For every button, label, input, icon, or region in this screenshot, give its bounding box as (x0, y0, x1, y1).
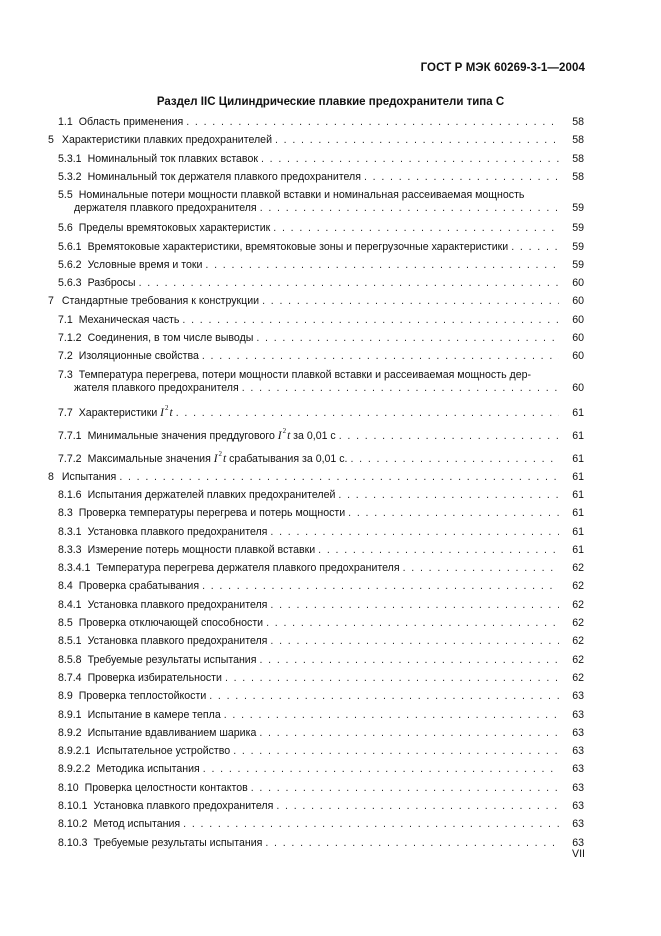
toc-entry-title: Область применения (78, 116, 184, 128)
toc-entry[interactable] (58, 709, 584, 722)
leader-dots (225, 672, 559, 685)
leader-dots (176, 407, 559, 420)
leader-dots (233, 745, 559, 758)
toc-entry-title: Требуемые результаты испытания (93, 836, 263, 849)
leader-dots (275, 134, 559, 147)
toc-entry-title: Испытательное устройство (96, 745, 231, 758)
toc-entry-page: 60 (572, 332, 584, 344)
toc-entry[interactable] (58, 599, 584, 612)
toc-entry[interactable] (58, 544, 584, 557)
toc-entry-number: 8.5.8 (58, 653, 82, 666)
leader-dots (119, 471, 559, 484)
toc-entry[interactable] (58, 241, 584, 254)
toc-entry-page: 61 (572, 525, 584, 538)
toc-entry-title: Испытание вдавливанием шарика (87, 726, 257, 739)
toc-entry[interactable] (58, 277, 584, 290)
toc-entry-page: 62 (572, 653, 584, 666)
leader-dots (202, 580, 559, 593)
i-squared-t-formula (211, 449, 229, 465)
toc-entry-page: 61 (572, 543, 584, 556)
toc-entry[interactable] (48, 471, 584, 484)
formula-variable: t (223, 452, 227, 465)
leader-dots (139, 277, 559, 290)
toc-entry-number: 1.1 (58, 116, 73, 128)
toc-entry-page: 63 (572, 726, 584, 739)
formula-base: I (213, 452, 218, 465)
leader-dots (256, 332, 559, 345)
toc-entry[interactable] (58, 672, 584, 685)
toc-entry[interactable] (58, 222, 584, 235)
toc-entry-number: 8.10.1 (58, 800, 88, 812)
toc-entry-page: 58 (572, 134, 584, 147)
toc-entry-title: Условные время и токи (87, 258, 203, 271)
leader-dots (262, 295, 559, 308)
toc-entry-title: Максимальные значения (87, 452, 211, 465)
toc-entry-title: Проверка срабатывания (78, 580, 200, 593)
leader-dots (511, 241, 559, 254)
toc-entry-title: Механическая часть (78, 313, 180, 326)
leader-dots (183, 818, 559, 831)
toc-entry-number: 8 (48, 470, 54, 483)
toc-entry-title: Проверка температуры перегрева и потерь мощности (78, 507, 346, 520)
toc-entry-page: 60 (572, 381, 584, 394)
toc-entry-page: 63 (572, 745, 584, 758)
formula-base: I (277, 429, 282, 442)
toc-entry-number: 5.6.2 (58, 258, 82, 271)
leader-dots (242, 382, 559, 395)
toc-entry-number: 8.9.1 (58, 708, 82, 721)
toc-entry-title-continuation: жателя плавкого предохранителя (74, 381, 239, 394)
toc-entry-page: 62 (572, 617, 584, 629)
leader-dots (266, 617, 559, 630)
leader-dots (270, 599, 559, 612)
toc-entry-number: 8.3.1 (58, 525, 82, 538)
toc-entry-title: Стандартные требования к конструкции (61, 295, 260, 308)
toc-entry[interactable] (48, 134, 584, 147)
toc-entry-number: 8.9 (58, 690, 73, 703)
toc-entry-title: Характеристики (78, 406, 158, 419)
toc-entry-number: 8.9.2 (58, 726, 82, 739)
i-squared-t-formula (157, 403, 173, 419)
toc-entry-title: Времятоковые характеристики, времятоковые зоны и перегрузочные характеристики (87, 240, 509, 253)
toc-entry-title: Установка плавкого предохранителя (87, 525, 268, 538)
toc-entry-number: 8.3 (58, 507, 73, 520)
i-squared-t-formula (275, 426, 293, 442)
toc-entry-number: 7.2 (58, 350, 73, 363)
toc-entry-title: Характеристики плавких предохранителей (61, 134, 272, 147)
leader-dots (265, 837, 559, 850)
toc-entry-number: 5.6.3 (58, 277, 82, 290)
toc-entry-page: 59 (572, 202, 584, 215)
toc-entry-page: 63 (572, 800, 584, 812)
leader-dots (348, 507, 559, 520)
toc-entry-number: 8.7.4 (58, 671, 82, 684)
toc-entry-number: 5.3.2 (58, 170, 82, 183)
toc-entry[interactable] (58, 425, 584, 442)
toc-entry[interactable] (48, 295, 584, 308)
leader-dots (203, 763, 559, 776)
toc-entry[interactable] (58, 654, 584, 667)
toc-entry-number: 7.7.2 (58, 452, 82, 465)
leader-dots (261, 153, 559, 166)
toc-entry-title: Требуемые результаты испытания (87, 653, 257, 666)
toc-entry-number: 5.6.1 (58, 240, 82, 253)
formula-exponent: 2 (218, 449, 223, 458)
toc-entry-page: 61 (572, 488, 584, 501)
toc-entry[interactable] (58, 153, 584, 166)
toc-entry[interactable] (58, 332, 584, 345)
toc-entry-title: Установка плавкого предохранителя (87, 598, 268, 611)
toc-entry-page: 63 (572, 836, 584, 849)
toc-entry[interactable] (58, 350, 584, 363)
toc-entry-page: 58 (572, 116, 584, 128)
toc-entry-page: 62 (572, 580, 584, 593)
toc-entry-page: 62 (572, 562, 584, 575)
leader-dots (205, 259, 559, 272)
toc-entry-page: 60 (572, 313, 584, 326)
leader-dots (209, 690, 559, 703)
toc-entry-page: 63 (572, 781, 584, 794)
leader-dots (276, 800, 559, 813)
toc-entry-title: Проверка целостности контактов (84, 781, 248, 794)
toc-entry-number: 7.3 (58, 368, 73, 381)
leader-dots (224, 709, 559, 722)
toc-entry[interactable] (58, 782, 584, 795)
toc-entry-title: Метод испытания (93, 818, 181, 831)
toc-entry-number: 7.1 (58, 313, 73, 326)
toc-entry-page: 60 (572, 295, 584, 308)
toc-entry-page: 61 (572, 429, 584, 442)
leader-dots (202, 350, 559, 363)
section-title: Раздел IIC Цилиндрические плавкие предохранители типа С (156, 96, 505, 108)
formula-base: I (160, 406, 165, 419)
toc-entry-number: 7 (48, 295, 54, 308)
toc-entry-page: 62 (572, 635, 584, 648)
toc-entry[interactable] (58, 837, 584, 850)
toc-entry[interactable] (58, 763, 584, 776)
toc-entry-page: 62 (572, 598, 584, 611)
toc-entry-number: 8.9.2.2 (58, 763, 91, 776)
formula-variable: t (169, 406, 173, 419)
toc-entry-title: Изоляционные свойства (78, 350, 199, 363)
leader-dots (182, 314, 559, 327)
toc-entry-page: 60 (572, 277, 584, 290)
toc-entry[interactable] (58, 727, 584, 740)
toc-entry[interactable] (58, 402, 584, 419)
leader-dots (273, 222, 559, 235)
standard-designation: ГОСТ Р МЭК 60269-3-1—2004 (420, 62, 585, 74)
toc-entry-title: Номинальные потери мощности плавкой вставки и номинальная рассеиваемая мощность (78, 189, 525, 202)
page-number: VII (572, 848, 585, 860)
toc-entry-title-suffix: срабатывания за 0,01 с. (229, 452, 348, 465)
toc-entry-number: 8.1.6 (58, 488, 82, 501)
toc-entry-title: Проверка избирательности (87, 671, 222, 684)
toc-entry-number: 8.3.4.1 (58, 562, 91, 575)
toc-entry[interactable] (58, 635, 584, 648)
toc-entry[interactable] (58, 171, 584, 184)
toc-entry[interactable] (58, 745, 584, 758)
toc-entry[interactable] (58, 369, 584, 395)
toc-entry[interactable] (58, 116, 584, 129)
toc-entry[interactable] (58, 580, 584, 593)
toc-entry[interactable] (58, 800, 584, 813)
toc-entry-title: Проверка теплостойкости (78, 690, 207, 703)
toc-entry-number: 8.10 (58, 781, 79, 794)
toc-entry-page: 62 (572, 671, 584, 684)
leader-dots (339, 430, 559, 443)
toc-entry-title: Методика испытания (96, 763, 200, 776)
formula-variable: t (287, 429, 291, 442)
toc-entry-page: 58 (572, 170, 584, 183)
leader-dots (259, 654, 559, 667)
toc-entry-title: Проверка отключающей способности (78, 617, 264, 629)
toc-entry-title: Пределы времятоковых характеристик (78, 222, 271, 235)
toc-entry-number: 8.5 (58, 617, 73, 629)
toc-entry-title: Минимальные значения преддугового (87, 429, 275, 442)
toc-entry-number: 5.6 (58, 222, 73, 235)
toc-entry-number: 8.9.2.1 (58, 745, 91, 758)
toc-entry-number: 5.3.1 (58, 152, 82, 165)
toc-entry-page: 63 (572, 763, 584, 776)
toc-entry-page: 60 (572, 350, 584, 363)
toc-entry[interactable] (58, 507, 584, 520)
toc-entry[interactable] (58, 818, 584, 831)
toc-entry-page: 58 (572, 152, 584, 165)
toc-entry[interactable] (58, 314, 584, 327)
toc-entry-title: Температура перегрева держателя плавкого предохранителя (96, 562, 400, 575)
toc-entry-number: 8.10.2 (58, 818, 88, 831)
toc-entry-number: 8.5.1 (58, 635, 82, 648)
toc-entry-title: Разбросы (87, 277, 136, 290)
toc-entry-page: 61 (572, 452, 584, 465)
toc-entry-page: 63 (572, 708, 584, 721)
toc-entry-page: 59 (572, 258, 584, 271)
toc-entry-page: 59 (572, 222, 584, 235)
toc-entry-title-continuation: держателя плавкого предохранителя (74, 202, 257, 215)
toc-entry-title-suffix: за 0,01 с (293, 429, 336, 442)
toc-entry-title: Установка плавкого предохранителя (93, 800, 274, 812)
toc-entry-page: 59 (572, 240, 584, 253)
leader-dots (270, 635, 559, 648)
toc-entry-number: 7.1.2 (58, 332, 82, 344)
toc-entry[interactable] (58, 562, 584, 575)
toc-entry-page: 61 (572, 406, 584, 419)
toc-entry-title: Испытания (61, 470, 117, 483)
toc-entry[interactable] (58, 259, 584, 272)
leader-dots (186, 116, 559, 129)
leader-dots (259, 727, 559, 740)
toc-entry-page: 63 (572, 818, 584, 831)
toc-entry[interactable] (58, 526, 584, 539)
toc-entry-title: Испытание в камере тепла (87, 708, 221, 721)
toc-entry-title: Установка плавкого предохранителя (87, 635, 268, 648)
toc-entry[interactable] (58, 617, 584, 630)
toc-entry-number: 5.5 (58, 189, 73, 202)
leader-dots (260, 202, 559, 215)
toc-entry-title: Измерение потерь мощности плавкой вставки (87, 543, 316, 556)
toc-entry-page: 61 (572, 470, 584, 483)
toc-entry-number: 8.4 (58, 580, 73, 593)
toc-entry[interactable] (58, 690, 584, 703)
formula-exponent: 2 (165, 403, 169, 412)
toc-entry[interactable] (58, 489, 584, 502)
leader-dots (351, 453, 560, 466)
leader-dots (270, 526, 559, 539)
toc-entry-title: Номинальный ток держателя плавкого предохранителя (87, 170, 361, 183)
leader-dots (338, 489, 559, 502)
toc-entry-number: 5 (48, 134, 54, 147)
toc-entry-number: 7.7 (58, 406, 73, 419)
leader-dots (403, 562, 559, 575)
leader-dots (364, 171, 559, 184)
toc-entry-number: 8.4.1 (58, 598, 82, 611)
toc-entry[interactable] (58, 189, 584, 215)
toc-entry-title: Испытания держателей плавких предохранителей (87, 488, 336, 501)
toc-entry-number: 7.7.1 (58, 429, 82, 442)
toc-entry-title: Номинальный ток плавких вставок (87, 152, 258, 165)
toc-entry-page: 61 (572, 507, 584, 520)
leader-dots (318, 544, 559, 557)
toc-entry-title: Соединения, в том числе выводы (87, 332, 254, 344)
leader-dots (251, 782, 559, 795)
toc-entry-page: 63 (572, 690, 584, 703)
toc-entry[interactable] (58, 448, 584, 465)
formula-exponent: 2 (282, 426, 287, 435)
toc-entry-number: 8.3.3 (58, 543, 82, 556)
toc-entry-number: 8.10.3 (58, 836, 88, 849)
toc-entry-title: Температура перегрева, потери мощности плавкой вставки и рассеиваемая мощность дер- (78, 368, 532, 381)
